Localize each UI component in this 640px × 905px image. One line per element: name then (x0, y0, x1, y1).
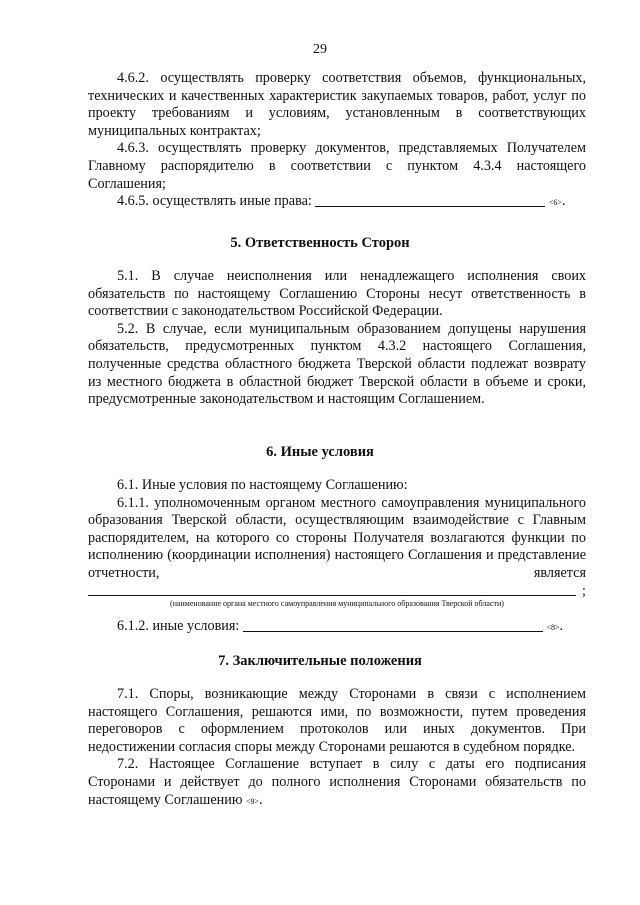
clause-4-6-3: 4.6.3. осуществлять проверку документов, представляемых Получателем Главному распорядителю в соответствии с пунктом 4.3.4 настоящего Соглашения; (88, 140, 586, 192)
section-7-heading: 7. Заключительные положения (218, 653, 422, 669)
clause-4-6-5 (88, 193, 586, 212)
section-5-body (88, 268, 586, 409)
section-4-continuation (88, 70, 586, 212)
footnote-ref-8: <8> (546, 623, 560, 632)
section-7-body (88, 686, 586, 810)
clause-4-6-5-end: . (561, 193, 566, 210)
clause-5-2: 5.2. В случае, если муниципальным образованием допущены нарушения обязательств, предусмотренных пунктом 4.3.2 настоящего Соглашения, полученные средства областного бюджета Тверской области подлежат возврату из местного бюджета в областной бюджет Тверской области в объеме и сроки, предусмотренные законодательством и настоящим Соглашением. (88, 320, 586, 408)
blank-caption: (наименование органа местного самоуправления муниципального образования Тверской области) (170, 599, 504, 608)
clause-6-1: 6.1. Иные условия по настоящему Соглашению: (117, 477, 408, 493)
clause-6-1-2 (88, 618, 586, 637)
section-6-heading: 6. Иные условия (266, 444, 374, 460)
clause-6-1-2-wrap (88, 618, 586, 637)
clause-6-1-2-label: 6.1.2. иные условия: (117, 618, 240, 634)
clause-7-2-end: . (259, 791, 263, 808)
blank-line (243, 619, 543, 632)
section-5-heading: 5. Ответственность Сторон (230, 235, 410, 251)
clause-6-1-2-end: . (559, 618, 564, 634)
blank-line (88, 583, 576, 596)
section-6-body (88, 477, 586, 600)
blank-line (315, 194, 545, 207)
clause-7-2-text: 7.2. Настоящее Соглашение вступает в силу с даты его подписания Сторонами и действует до полного исполнения Сторонами обязательств по настоящему Соглашению (88, 756, 586, 808)
clause-4-6-2: 4.6.2. осуществлять проверку соответствия объемов, функциональных, технических и качественных характеристик закупаемых товаров, работ, услуг по проекту требованиям и условиям, установленным в соответствующих муниципальных контрактах; (88, 70, 586, 139)
clause-4-6-5-label: 4.6.5. осуществлять иные права: (117, 193, 312, 210)
footnote-ref-9: <9> (245, 796, 260, 806)
page-number: 29 (313, 42, 327, 57)
footnote-ref-6: <6> (548, 198, 562, 208)
clause-5-1: 5.1. В случае неисполнения или ненадлежащего исполнения своих обязательств по настоящему Соглашению Стороны несут ответственность в соответствии с законодательством Российской Федерации. (88, 268, 586, 320)
clause-7-2 (88, 756, 586, 810)
clause-6-1-1-end: ; (582, 582, 586, 599)
clause-7-1: 7.1. Споры, возникающие между Сторонами в связи с исполнением настоящего Соглашения, решаются ими, по возможности, путем проведения переговоров с оформлением протоколов или иных документов. При недостижении согласия споры между Сторонами решаются в судебном порядке. (88, 686, 586, 755)
clause-6-1-1: 6.1.1. уполномоченным органом местного самоуправления муниципального образования Тверской области, осуществляющим взаимодействие с Главным распорядителем, на которого со стороны Получателя возлагаются функции по исполнению (координации исполнения) настоящего Соглашения и представление отчетности, является (88, 494, 586, 581)
clause-6-1-1-blank (88, 583, 586, 601)
